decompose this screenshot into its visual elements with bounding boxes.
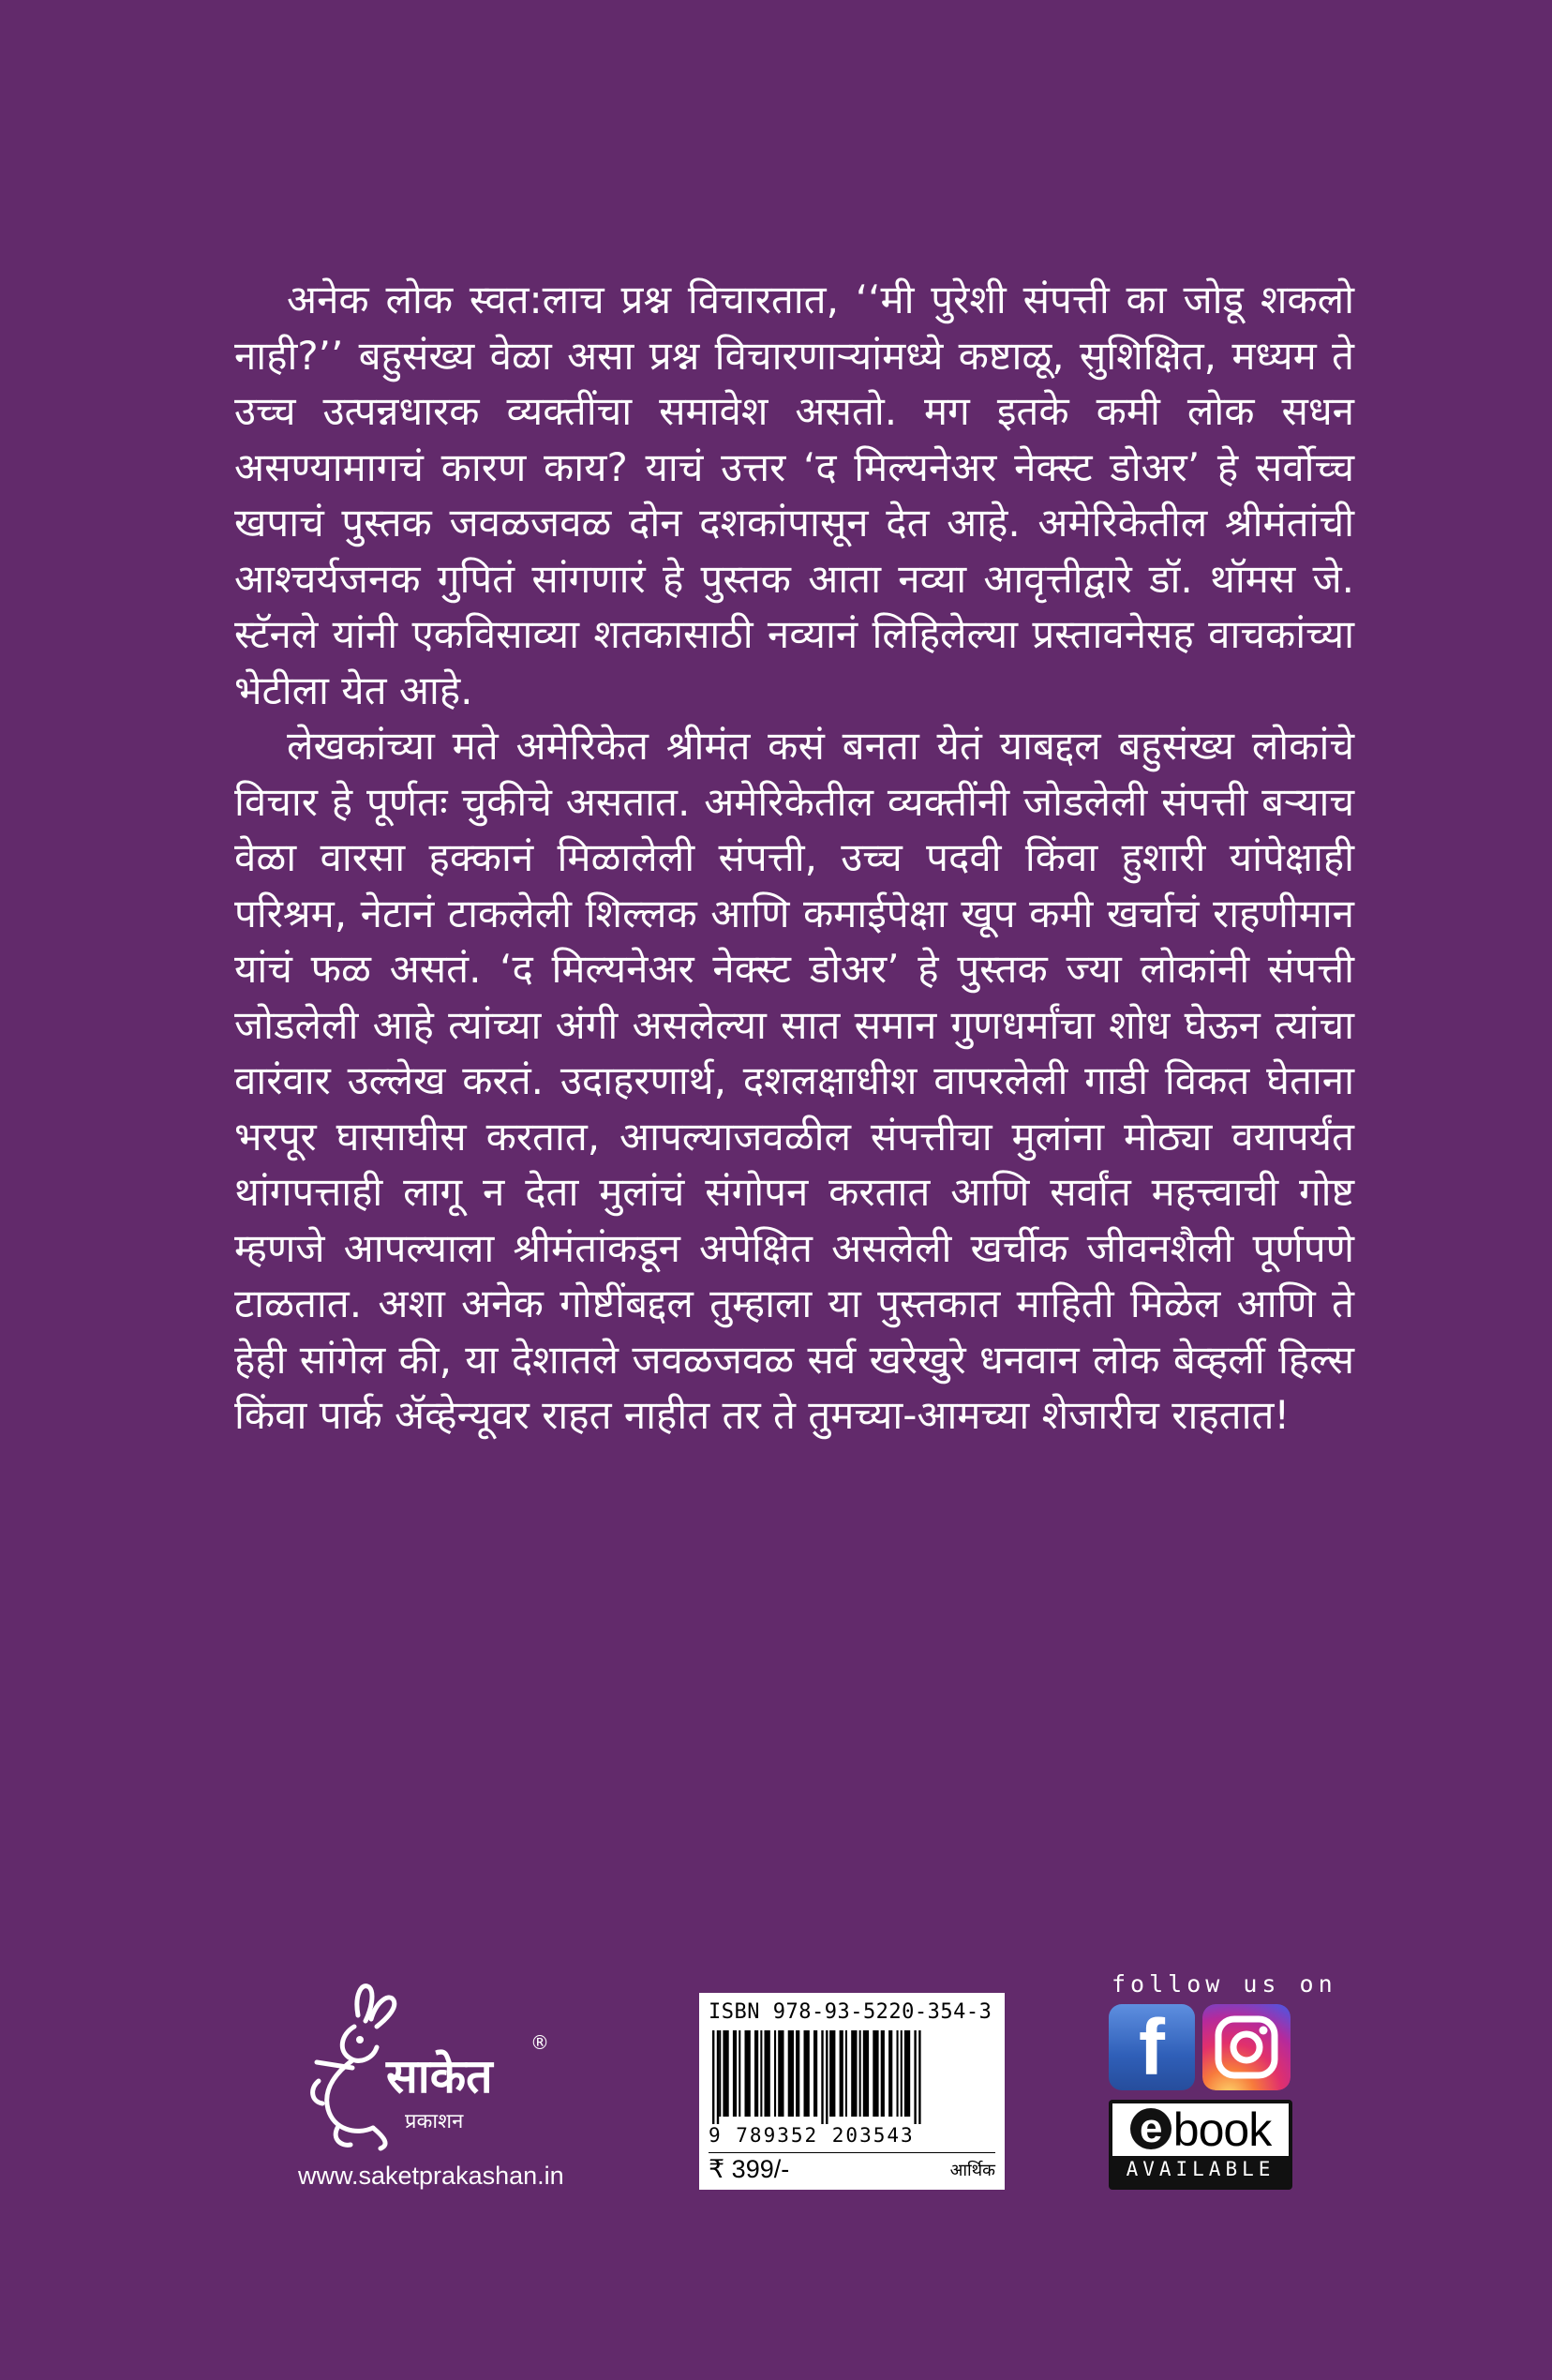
ebook-available-label: AVAILABLE bbox=[1126, 2158, 1276, 2180]
barcode-bar bbox=[826, 2030, 828, 2124]
barcode-bar bbox=[788, 2030, 794, 2117]
barcode-bars bbox=[707, 2030, 997, 2124]
barcode-bar bbox=[712, 2030, 714, 2124]
ebook-e-icon: e bbox=[1130, 2108, 1171, 2149]
blurb-text bbox=[234, 272, 1354, 1444]
barcode-bar bbox=[897, 2030, 899, 2117]
barcode-bar bbox=[745, 2030, 751, 2117]
registered-mark: ® bbox=[530, 2031, 549, 2054]
publisher-website-link[interactable]: www.saketprakashan.in bbox=[298, 2162, 564, 2190]
barcode-bar bbox=[765, 2030, 770, 2117]
rabbit-logo-icon bbox=[300, 1978, 581, 2156]
barcode-bar bbox=[845, 2030, 847, 2117]
ebook-wordmark bbox=[1112, 2103, 1289, 2156]
barcode-bar bbox=[774, 2030, 776, 2117]
barcode-number: 9 789352 203543 bbox=[709, 2124, 915, 2147]
logo-wordmark: साकेत bbox=[386, 2049, 493, 2103]
barcode-bar bbox=[719, 2030, 721, 2117]
barcode-bar bbox=[754, 2030, 758, 2117]
barcode-bar bbox=[813, 2030, 817, 2117]
barcode-bar bbox=[821, 2030, 823, 2124]
barcode-bar bbox=[918, 2030, 920, 2124]
barcode-bar bbox=[851, 2030, 857, 2117]
ebook-available-badge[interactable] bbox=[1109, 2100, 1292, 2190]
barcode-bar bbox=[804, 2030, 810, 2117]
price-row bbox=[709, 2152, 995, 2185]
book-category: आर्थिक bbox=[949, 2161, 995, 2180]
barcode-bar bbox=[901, 2030, 903, 2117]
barcode-bar bbox=[733, 2030, 737, 2117]
barcode-bar bbox=[778, 2030, 783, 2117]
barcode-bar bbox=[904, 2030, 910, 2117]
barcode-bar bbox=[723, 2030, 728, 2117]
barcode-bar bbox=[796, 2030, 799, 2117]
ebook-word: book bbox=[1172, 2103, 1272, 2156]
barcode-bar bbox=[873, 2030, 878, 2117]
barcode-bar bbox=[829, 2030, 835, 2117]
barcode-bar bbox=[717, 2030, 719, 2124]
instagram-icon[interactable] bbox=[1202, 2004, 1291, 2090]
barcode-bar bbox=[881, 2030, 885, 2117]
barcode-bar bbox=[739, 2030, 740, 2117]
follow-us-label: follow us on bbox=[1112, 1970, 1337, 1998]
blurb-paragraph-1: अनेक लोक स्वत:लाच प्रश्न विचारतात, ‘‘मी पुरेशी संपत्ती का जोडू शकलो नाही?’’ बहुसंख्य वेळा असा प्रश्न विचारणाऱ्यांमध्ये कष्टाळू, सुशिक्षित, मध्यम ते उच्च उत्पन्नधारक व्यक्तींचा समावेश असतो. मग इतके कमी लोक सधन असण्यामागचं कारण काय? याचं उत्तर ‘द मिल्यनेअर नेक्स्ट डोअर’ हे सर्वोच्च खपाचं पुस्तक जवळजवळ दोन दशकांपासून देत आहे. अमेरिकेतील श्रीमंतांची आश्चर्यजनक गुपितं सांगणारं हे पुस्तक आता नव्या आवृत्तीद्वारे डॉ. थॉमस जे. स्टॅनले यांनी एकविसाव्या शतकासाठी नव्यानं लिहिलेल्या प्रस्तावनेसह वाचकांच्या भेटीला येत आहे. bbox=[234, 277, 1354, 713]
barcode-bar bbox=[840, 2030, 843, 2117]
facebook-glyph: f bbox=[1139, 2003, 1165, 2091]
barcode-bar bbox=[859, 2030, 861, 2117]
isbn-barcode-sticker bbox=[699, 1993, 1005, 2190]
blurb-paragraph-2: लेखकांच्या मते अमेरिकेत श्रीमंत कसं बनता येतं याबद्दल बहुसंख्य लोकांचे विचार हे पूर्णतः चुकीचे असतात. अमेरिकेतील व्यक्तींनी जोडलेली संपत्ती बऱ्याच वेळा वारसा हक्कानं मिळालेली संपत्ती, उच्च पदवी किंवा हुशारी यांपेक्षाही परिश्रम, नेटानं टाकलेली शिल्लक आणि कमाईपेक्षा खूप कमी खर्चाचं राहणीमान यांचं फळ असतं. ‘द मिल्यनेअर नेक्स्ट डोअर’ हे पुस्तक ज्या लोकांनी संपत्ती जोडलेली आहे त्यांच्या अंगी असलेल्या सात समान गुणधर्मांचा शोध घेऊन त्यांचा वारंवार उल्लेख करतं. उदाहरणार्थ, दशलक्षाधीश वापरलेली गाडी विकत घेताना भरपूर घासाघीस करतात, आपल्याजवळील संपत्तीचा मुलांना मोठ्या वयापर्यंत थांगपत्ताही लागू न देता मुलांचं संगोपन करतात आणि सर्वांत महत्त्वाची गोष्ट म्हणजे आपल्याला श्रीमंतांकडून अपेक्षित असलेली खर्चीक जीवनशैली पूर्णपणे टाळतात. अशा अनेक गोष्टींबद्दल तुम्हाला या पुस्तकात माहिती मिळेल आणि ते हेही सांगेल की, या देशातले जवळजवळ सर्व खरेखुरे धनवान लोक बेव्हर्ली हिल्स किंवा पार्क ॲव्हेन्यूवर राहत नाहीत तर ते तुमच्या-आमच्या शेजारीच राहतात! bbox=[234, 723, 1354, 1438]
logo-subtext: प्रकाशन bbox=[405, 2110, 464, 2133]
price: ₹ 399/- bbox=[709, 2155, 790, 2183]
barcode-bar bbox=[888, 2030, 892, 2117]
isbn-label: ISBN 978-93-5220-354-3 bbox=[709, 2000, 992, 2024]
barcode-bar bbox=[914, 2030, 916, 2124]
barcode-bar bbox=[760, 2030, 762, 2117]
facebook-icon[interactable] bbox=[1109, 2004, 1195, 2090]
barcode-bar bbox=[863, 2030, 869, 2117]
